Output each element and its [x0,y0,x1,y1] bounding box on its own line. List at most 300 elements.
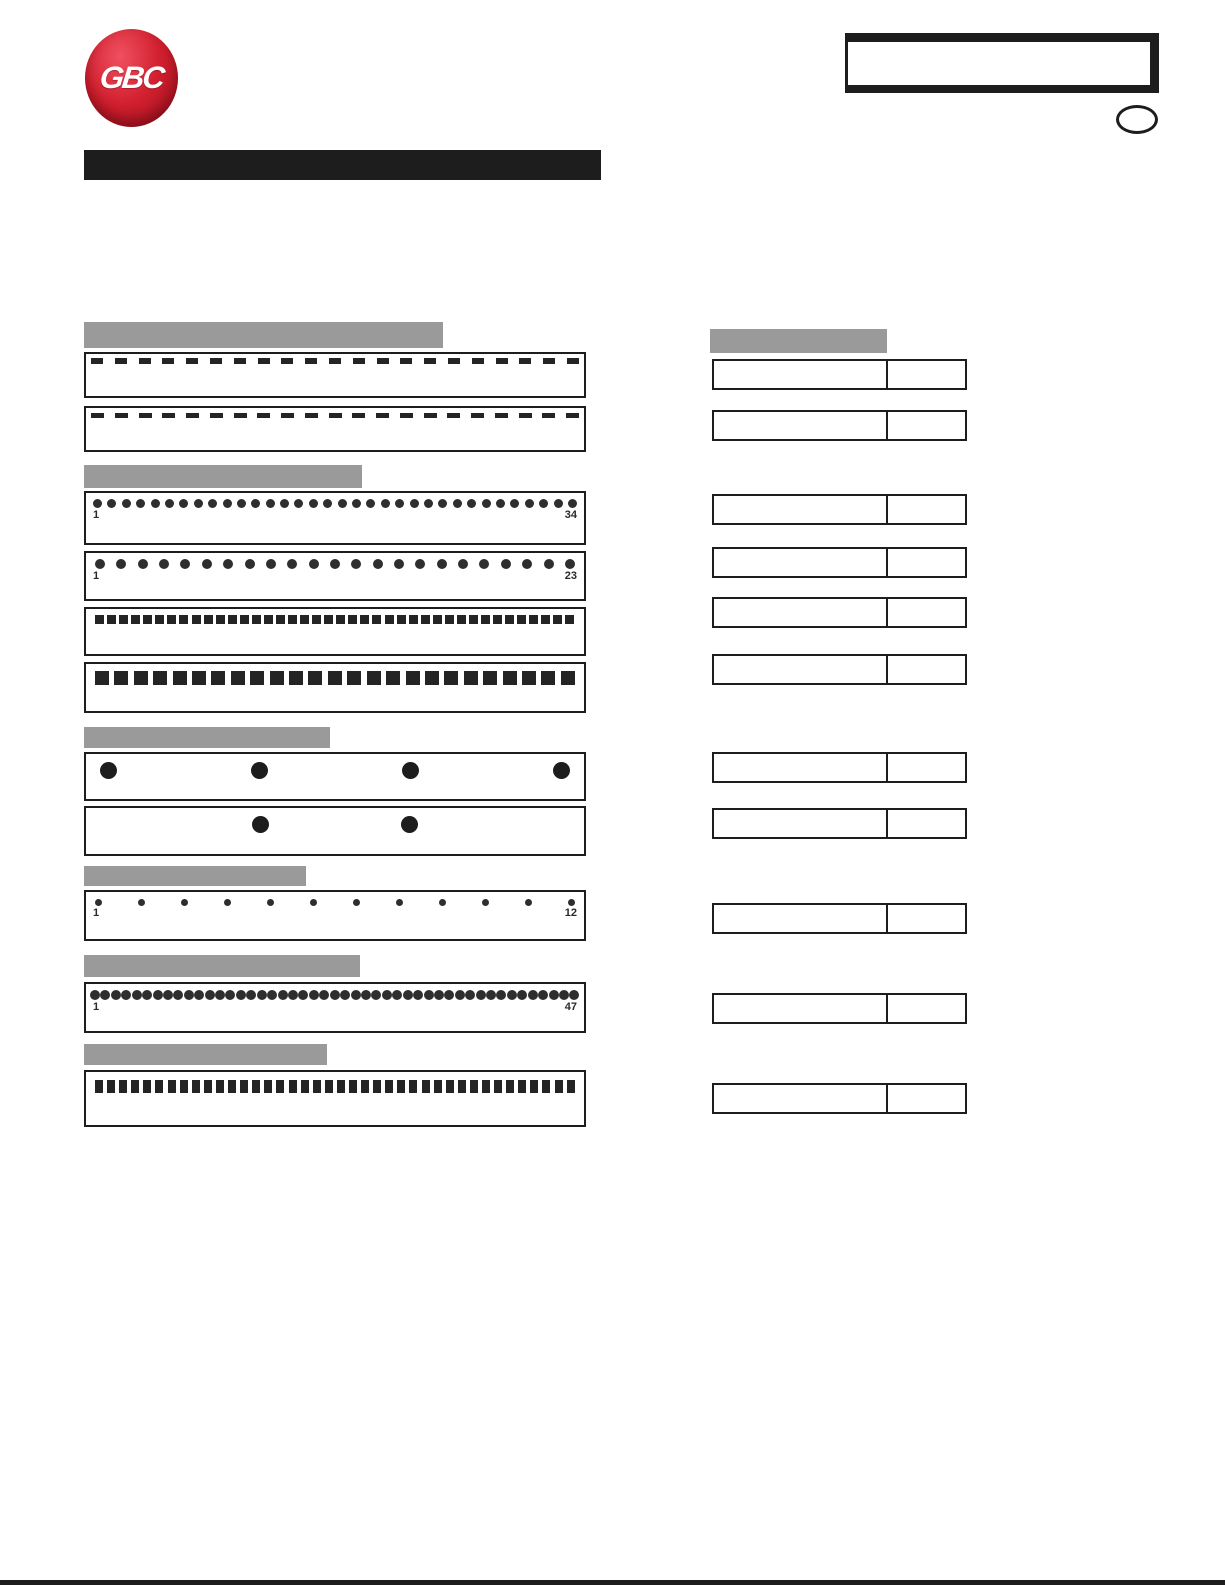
punch-hole [155,615,164,624]
punch-hole [366,499,375,508]
punch-hole [95,671,109,685]
punch-hole [444,990,454,1000]
punch-hole [139,358,151,364]
punch-hole [138,899,145,906]
punch-hole [258,358,270,364]
punch-hole [216,615,225,624]
rect-hole-row [86,1072,584,1093]
spec-table-3 [712,494,967,525]
punch-hole [257,413,270,418]
gbc-logo-text: GBC [98,60,165,95]
punch-hole [396,899,403,906]
punch-hole [95,559,105,569]
punch-hole [276,1080,284,1093]
spec-value-cell [888,361,965,388]
punch-hole [194,990,204,1000]
punch-hole [409,615,418,624]
punch-hole [223,559,233,569]
punch-hole [276,615,285,624]
punch-hole [453,499,462,508]
punch-hole [353,899,360,906]
punch-hole [264,615,273,624]
large-round-hole-row [86,808,584,833]
punch-hole [519,358,531,364]
spec-label-cell [714,1085,888,1112]
punch-hole [165,499,174,508]
punch-hole [168,1080,176,1093]
punch-hole [543,358,555,364]
punch-hole [236,990,246,1000]
punch-hole [143,1080,151,1093]
punch-hole [240,615,249,624]
hole-number-labels [86,906,584,919]
punch-hole [294,499,303,508]
punch-hole [559,990,569,1000]
punch-hole [371,990,381,1000]
punch-hole [234,413,247,418]
punch-hole [252,1080,260,1093]
round-hole-row [86,984,584,1000]
punch-hole [162,413,175,418]
punch-hole [121,990,131,1000]
punch-hole [445,615,454,624]
punch-hole [231,671,245,685]
punch-hole [525,499,534,508]
punch-hole [501,559,511,569]
punch-hole [392,990,402,1000]
punch-hole [479,559,489,569]
punch-hole [525,899,532,906]
punch-hole [280,499,289,508]
punch-hole [115,413,128,418]
punch-hole [566,413,579,418]
punch-hole [565,615,574,624]
punch-hole [114,671,128,685]
punch-hole [439,899,446,906]
spec-label-cell [714,361,888,388]
punch-hole [162,358,174,364]
punch-hole [549,990,559,1000]
punch-hole [438,499,447,508]
punch-hole [424,413,437,418]
punch-hole [360,615,369,624]
punch-hole [528,990,538,1000]
punch-hole [469,615,478,624]
page-bottom-rule [0,1580,1225,1585]
punch-hole [447,413,460,418]
last-hole-number: 23 [564,570,577,582]
punch-hole [180,1080,188,1093]
punch-hole [554,499,563,508]
punch-hole [424,358,436,364]
punch-hole [184,990,194,1000]
punch-hole [251,762,268,779]
punch-box-4-holes [84,752,586,801]
spec-label-cell [714,905,888,932]
punch-hole [518,1080,526,1093]
punch-hole [529,615,538,624]
punch-hole [132,990,142,1000]
punch-hole [493,615,502,624]
punch-hole [131,1080,139,1093]
punch-box-12-holes [84,890,586,941]
punch-hole [245,559,255,569]
punch-hole [448,358,460,364]
punch-hole [455,990,465,1000]
punch-hole [266,499,275,508]
punch-hole [507,990,517,1000]
section-c-header-bar [84,727,330,748]
punch-hole [252,816,269,833]
punch-hole [240,1080,248,1093]
punch-hole [555,1080,563,1093]
punch-hole [267,990,277,1000]
punch-hole [330,559,340,569]
punch-hole [122,499,131,508]
punch-hole [400,358,412,364]
punch-hole [267,899,274,906]
dash-punch-row [86,354,584,364]
document-title-bar [84,150,601,180]
punch-hole [90,990,100,1000]
punch-hole [410,499,419,508]
punch-hole [503,671,517,685]
punch-hole [186,358,198,364]
spec-table-7 [712,752,967,783]
dash-punch-row [86,408,584,418]
punch-hole [95,1080,103,1093]
punch-hole [496,990,506,1000]
punch-hole [281,413,294,418]
punch-hole [349,1080,357,1093]
punch-box-34-holes [84,491,586,545]
punch-hole [224,899,231,906]
punch-box-23-holes [84,551,586,601]
punch-hole [394,559,404,569]
punch-hole [250,671,264,685]
punch-hole [539,499,548,508]
punch-hole [142,990,152,1000]
punch-hole [568,899,575,906]
punch-hole [510,499,519,508]
punch-hole [406,671,420,685]
spec-value-cell [888,656,965,683]
punch-hole [215,990,225,1000]
spec-value-cell [888,496,965,523]
punch-box-dash-pattern-2 [84,406,586,452]
punch-hole [329,358,341,364]
punch-hole [300,615,309,624]
hole-number-labels [86,508,584,521]
punch-hole [223,499,232,508]
punch-hole [530,1080,538,1093]
spec-table-8 [712,808,967,839]
round-hole-row [86,493,584,508]
punch-box-47-holes [84,982,586,1033]
last-hole-number: 12 [564,907,577,919]
punch-hole [542,413,555,418]
punch-hole [186,413,199,418]
punch-hole [422,1080,430,1093]
punch-hole [289,1080,297,1093]
punch-hole [464,671,478,685]
punch-hole [119,1080,127,1093]
punch-hole [381,499,390,508]
punch-hole [228,1080,236,1093]
punch-hole [131,615,140,624]
punch-hole [287,559,297,569]
punch-hole [553,615,562,624]
punch-hole [352,413,365,418]
punch-hole [458,1080,466,1093]
punch-hole [155,1080,163,1093]
punch-hole [376,413,389,418]
punch-hole [397,615,406,624]
punch-hole [210,358,222,364]
section-d-header-bar [84,866,306,886]
punch-hole [425,671,439,685]
punch-hole [309,990,319,1000]
punch-hole [340,990,350,1000]
punch-hole [395,499,404,508]
punch-hole [494,1080,502,1093]
punch-hole [437,559,447,569]
punch-hole [565,559,575,569]
punch-hole [308,671,322,685]
spec-value-cell [888,995,965,1022]
punch-box-dash-pattern-1 [84,352,586,398]
punch-hole [115,358,127,364]
punch-hole [397,1080,405,1093]
punch-hole [179,615,188,624]
punch-hole [382,990,392,1000]
punch-hole [457,615,466,624]
punch-hole [472,358,484,364]
spec-table-1 [712,359,967,390]
punch-hole [424,499,433,508]
punch-hole [446,1080,454,1093]
punch-hole [100,762,117,779]
punch-hole [278,990,288,1000]
spec-label-cell [714,995,888,1022]
punch-box-large-squares [84,662,586,713]
punch-hole [433,615,442,624]
punch-hole [270,671,284,685]
punch-hole [119,615,128,624]
punch-hole [476,990,486,1000]
punch-hole [544,559,554,569]
punch-hole [470,1080,478,1093]
right-column-header-bar [710,329,887,353]
spec-label-cell [714,549,888,576]
punch-hole [481,615,490,624]
punch-hole [107,615,116,624]
punch-hole [541,671,555,685]
spec-label-cell [714,496,888,523]
punch-hole [252,615,261,624]
punch-hole [136,499,145,508]
punch-hole [159,559,169,569]
punch-hole [313,1080,321,1093]
spec-label-cell [714,599,888,626]
punch-hole [522,671,536,685]
spec-label-cell [714,412,888,439]
punch-box-rect-holes [84,1070,586,1127]
punch-hole [151,499,160,508]
punch-hole [385,1080,393,1093]
round-hole-row [86,553,584,569]
punch-hole [348,615,357,624]
punch-hole [482,899,489,906]
punch-hole [373,559,383,569]
punch-hole [467,499,476,508]
punch-hole [266,559,276,569]
punch-hole [336,615,345,624]
punch-hole [153,990,163,1000]
punch-hole [330,990,340,1000]
section-b-header-bar [84,465,362,488]
punch-hole [337,1080,345,1093]
section-f-header-bar [84,1044,327,1065]
punch-hole [246,990,256,1000]
punch-hole [415,559,425,569]
punch-hole [517,615,526,624]
punch-hole [251,499,260,508]
punch-hole [134,671,148,685]
punch-hole [163,990,173,1000]
punch-hole [351,990,361,1000]
punch-hole [111,990,121,1000]
punch-hole [338,499,347,508]
punch-hole [237,499,246,508]
punch-hole [401,816,418,833]
punch-hole [95,615,104,624]
punch-hole [471,413,484,418]
punch-hole [568,499,577,508]
punch-hole [204,1080,212,1093]
punch-hole [139,413,152,418]
spec-table-11 [712,1083,967,1114]
punch-hole [225,990,235,1000]
spec-table-4 [712,547,967,578]
punch-hole [100,990,110,1000]
punch-hole [210,413,223,418]
punch-hole [347,671,361,685]
square-hole-row [86,664,584,685]
serial-number-box [845,33,1159,93]
punch-hole [192,615,201,624]
square-hole-row [86,609,584,624]
punch-hole [211,671,225,685]
punch-hole [361,990,371,1000]
punch-hole [458,559,468,569]
punch-hole [91,358,103,364]
punch-hole [522,559,532,569]
punch-hole [561,671,575,685]
punch-hole [309,559,319,569]
punch-hole [517,990,527,1000]
spec-table-2 [712,410,967,441]
punch-hole [298,990,308,1000]
punch-hole [424,990,434,1000]
spec-table-9 [712,903,967,934]
punch-hole [496,358,508,364]
punch-hole [506,1080,514,1093]
punch-hole [167,615,176,624]
punch-hole [325,1080,333,1093]
punch-hole [351,559,361,569]
spec-label-cell [714,810,888,837]
punch-hole [353,358,365,364]
spec-value-cell [888,412,965,439]
punch-hole [567,358,579,364]
punch-hole [361,1080,369,1093]
punch-hole [179,499,188,508]
punch-hole [413,990,423,1000]
punch-hole [310,899,317,906]
punch-hole [486,990,496,1000]
punch-hole [403,990,413,1000]
punch-hole [538,990,548,1000]
punch-box-small-squares [84,607,586,656]
page-marker-oval [1116,105,1158,134]
punch-hole [192,671,206,685]
punch-hole [205,990,215,1000]
punch-hole [180,559,190,569]
spec-value-cell [888,549,965,576]
punch-hole [93,499,102,508]
punch-hole [138,559,148,569]
punch-hole [434,1080,442,1093]
punch-hole [421,615,430,624]
punch-hole [465,990,475,1000]
section-e-header-bar [84,955,360,977]
punch-hole [257,990,267,1000]
last-hole-number: 34 [564,509,577,521]
spec-value-cell [888,810,965,837]
punch-hole [143,615,152,624]
first-hole-number: 1 [93,1001,100,1013]
punch-hole [289,671,303,685]
punch-hole [372,615,381,624]
punch-hole [264,1080,272,1093]
punch-hole [377,358,389,364]
punch-hole [495,413,508,418]
punch-hole [328,671,342,685]
punch-hole [107,499,116,508]
punch-hole [288,990,298,1000]
punch-hole [542,1080,550,1093]
punch-hole [202,559,212,569]
section-a-header-bar [84,322,443,348]
punch-hole [569,990,579,1000]
punch-hole [553,762,570,779]
large-round-hole-row [86,754,584,779]
punch-hole [324,615,333,624]
punch-hole [482,499,491,508]
spec-label-cell [714,656,888,683]
punch-hole [402,762,419,779]
punch-hole [319,990,329,1000]
punch-hole [91,413,104,418]
spec-table-5 [712,597,967,628]
punch-hole [234,358,246,364]
punch-hole [329,413,342,418]
punch-hole [228,615,237,624]
punch-hole [373,1080,381,1093]
punch-hole [305,358,317,364]
punch-hole [153,671,167,685]
